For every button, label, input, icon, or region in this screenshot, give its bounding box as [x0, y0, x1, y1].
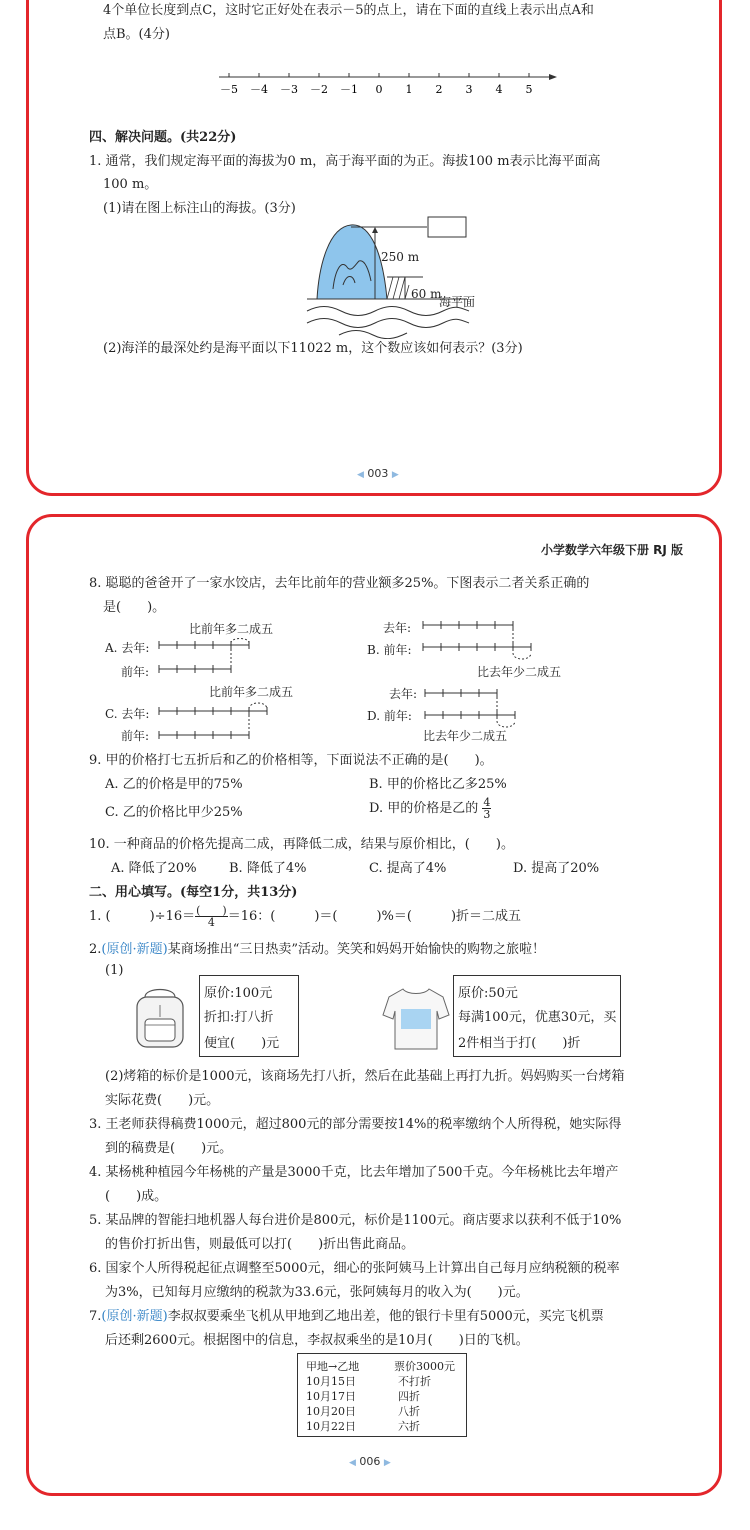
page-number: ◀ 006 ▶: [349, 1455, 391, 1468]
q8-line-2: 是( )。: [103, 600, 166, 615]
q8-b-year-before-label: 前年:: [383, 643, 412, 657]
intro-line-2: 点B。(4分): [103, 27, 170, 42]
backpack-price-tag: [199, 975, 299, 1057]
fill-2-sub-2-line-1: (2)烤箱的标价是1000元，该商场先打八折，然后在此基础上再打九折。妈妈购买一台烤箱: [105, 1069, 625, 1084]
table-row-date: 10月17日: [306, 1390, 356, 1403]
fill-1-suffix: ＝16：( )＝( )%＝( )折＝二成五: [227, 909, 522, 924]
number-line-tick-label: －4: [250, 83, 268, 96]
page-header: 小学数学六年级下册 RJ 版: [540, 543, 683, 557]
number-line-tick-label: －1: [340, 83, 358, 96]
q8-d-option[interactable]: [367, 707, 412, 724]
answer-box: [428, 217, 466, 237]
q9-stem: 9. 甲的价格打七五折后和乙的价格相等，下面说法不正确的是( )。: [89, 753, 493, 768]
tshirt-price-tag: [453, 975, 621, 1057]
q8-c-diagram: [155, 699, 275, 745]
q8-d-letter: D.: [367, 709, 381, 723]
number-line-tick-label: －3: [280, 83, 298, 96]
section-2-title: 二、用心填写。(每空1分，共13分): [89, 885, 298, 900]
q8-a-year-before-label: 前年:: [121, 665, 150, 679]
sea-level-label: 海平面: [439, 295, 476, 309]
q8-a-option[interactable]: [105, 639, 149, 656]
number-line-tick-label: 5: [525, 83, 533, 96]
fill-3-line-2[interactable]: 到的稿费是( )元。: [105, 1141, 233, 1156]
table-header-route: 甲地→乙地: [306, 1360, 360, 1373]
q8-d-last-year-label: 去年:: [389, 687, 418, 701]
number-line-tick-label: 4: [495, 83, 503, 96]
q10-option-b[interactable]: B. 降低了4%: [229, 861, 307, 876]
number-line[interactable]: [213, 69, 563, 101]
bag-savings-blank[interactable]: 便宜( )元: [204, 1036, 280, 1051]
q1-line-1: 1. 通常，我们规定海平面的海拔为0 m，高于海平面的为正。海拔100 m表示比海平面高: [89, 154, 601, 169]
intro-line-1: 4个单位长度到点C，这时它正好处在表示－5的点上，请在下面的直线上表示出点A和: [103, 3, 594, 18]
fill-1-prefix: 1. ( )÷16＝: [89, 909, 196, 924]
fill-2-sub-1: (1): [105, 963, 124, 978]
shirt-original-price: 原价:50元: [458, 986, 518, 1001]
number-line-tick-label: 3: [465, 83, 473, 96]
q8-b-last-year-label: 去年:: [383, 621, 412, 635]
fill-3-line-1: 3. 王老师获得稿费1000元，超过800元的部分需要按14%的税率缴纳个人所得税，她实际得: [89, 1117, 622, 1132]
q8-line-1: 8. 聪聪的爸爸开了一家水饺店，去年比前年的营业额多25%。下图表示二者关系正确的: [89, 576, 590, 591]
table-row-date: 10月20日: [306, 1405, 356, 1418]
fill-7-line-2[interactable]: 后还剩2600元。根据图中的信息，李叔叔乘坐的是10月( )日的飞机。: [105, 1333, 529, 1348]
fill-2-text: 某商场推出“三日热卖”活动。笑笑和妈妈开始愉快的购物之旅啦！: [167, 942, 545, 957]
q9-option-d[interactable]: [369, 797, 491, 820]
q8-a-letter: A.: [105, 641, 118, 655]
table-row-discount: 四折: [398, 1390, 420, 1403]
q9-option-a[interactable]: A. 乙的价格是甲的75%: [105, 777, 243, 792]
q8-b-letter: B.: [367, 643, 380, 657]
shirt-promotion: 每满100元，优惠30元，买: [458, 1010, 617, 1025]
number-line-tick-label: 1: [405, 83, 413, 96]
q8-a-diagram: [155, 637, 255, 681]
page-number: ◀ 003 ▶: [357, 467, 399, 480]
fill-6-line-1: 6. 国家个人所得税起征点调整至5000元，细心的张阿姨马上计算出自己每月应纳税额的税率: [89, 1261, 620, 1276]
bag-original-price: 原价:100元: [204, 986, 273, 1001]
mountain-height-label: 250 m: [381, 250, 420, 264]
q8-b-diagram: [419, 615, 539, 663]
table-row-discount: 不打折: [398, 1375, 431, 1388]
q8-c-letter: C.: [105, 707, 118, 721]
q8-d-diagram: [421, 683, 521, 729]
table-row-date: 10月22日: [306, 1420, 356, 1433]
q10-option-d[interactable]: D. 提高了20%: [513, 861, 600, 876]
q1-line-2: 100 m。: [103, 177, 158, 192]
original-new-tag: (原创·新题): [101, 942, 168, 957]
fill-4-line-1: 4. 某杨桃种植园今年杨桃的产量是3000千克，比去年增加了500千克。今年杨桃比去年增产: [89, 1165, 619, 1180]
mountain-diagram: [299, 215, 479, 339]
q8-c-year-before-label: 前年:: [121, 729, 150, 743]
fill-7-text: 李叔叔要乘坐飞机从甲地到乙地出差，他的银行卡里有5000元，买完飞机票: [167, 1309, 604, 1324]
q8-d-year-before-label: 前年:: [383, 709, 412, 723]
fill-2-sub-2-line-2[interactable]: 实际花费( )元。: [105, 1093, 220, 1108]
number-line-tick-label: －5: [220, 83, 238, 96]
fill-5-line-2[interactable]: 的售价打折出售，则最低可以打( )折出售此商品。: [105, 1237, 415, 1252]
number-line-tick-label: 2: [435, 83, 443, 96]
fill-6-line-2[interactable]: 为3%，已知每月应缴纳的税款为33.6元，张阿姨每月的收入为( )元。: [105, 1285, 529, 1300]
q9-option-b[interactable]: B. 甲的价格比乙多25%: [369, 777, 507, 792]
q8-c-last-year-label: 去年:: [121, 707, 150, 721]
page-006: [26, 514, 722, 1496]
shirt-discount-blank[interactable]: 2件相当于打( )折: [458, 1036, 581, 1051]
table-header-price: 票价3000元: [394, 1360, 455, 1373]
q8-b-option[interactable]: [367, 641, 412, 658]
q8-c-caption: 比前年多二成五: [209, 685, 294, 699]
table-row-discount: 八折: [398, 1405, 420, 1418]
q9-d-text: D. 甲的价格是乙的: [369, 801, 479, 816]
fill-2-number: 2.: [89, 942, 102, 957]
fill-4-line-2[interactable]: ( )成。: [105, 1189, 168, 1204]
q8-a-last-year-label: 去年:: [121, 641, 150, 655]
mountain-base-label: 60 m: [411, 287, 442, 301]
q8-a-caption: 比前年多二成五: [189, 622, 274, 636]
fill-1-fraction: $\frac{( )}{4}$: [196, 904, 227, 929]
ticket-price-table: [297, 1353, 467, 1437]
q8-b-caption: 比去年少二成五: [477, 665, 562, 679]
q10-stem: 10. 一种商品的价格先提高二成，再降低二成，结果与原价相比，( )。: [89, 837, 514, 852]
table-row-discount: 六折: [398, 1420, 420, 1433]
bag-discount: 折扣:打八折: [204, 1010, 274, 1025]
q1-sub-1: (1)请在图上标注山的海拔。(3分): [103, 201, 296, 216]
table-row-date: 10月15日: [306, 1375, 356, 1388]
q10-option-c[interactable]: C. 提高了4%: [369, 861, 447, 876]
fill-7-number: 7.: [89, 1309, 102, 1324]
q10-option-a[interactable]: A. 降低了20%: [111, 861, 197, 876]
section-4-title: 四、解决问题。(共22分): [89, 130, 237, 145]
q1-sub-2: (2)海洋的最深处约是海平面以下11022 m，这个数应该如何表示？(3分): [103, 341, 523, 356]
number-line-tick-label: 0: [375, 83, 383, 96]
q8-c-option[interactable]: [105, 705, 149, 722]
page-003: [26, 0, 722, 496]
q8-d-caption: 比去年少二成五: [423, 729, 508, 743]
tshirt-icon: [381, 985, 451, 1053]
q9-d-fraction: $\frac{4}{3}$: [483, 796, 491, 821]
q9-option-c[interactable]: C. 乙的价格比甲少25%: [105, 805, 243, 820]
backpack-icon: [129, 985, 191, 1051]
fill-7-line-1: [89, 1305, 604, 1324]
fill-1[interactable]: [89, 905, 521, 928]
fill-2: [89, 938, 545, 957]
original-new-tag: (原创·新题): [101, 1309, 168, 1324]
fill-5-line-1: 5. 某品牌的智能扫地机器人每台进价是800元，标价是1100元。商店要求以获利不低于10%: [89, 1213, 622, 1228]
number-line-tick-label: －2: [310, 83, 328, 96]
